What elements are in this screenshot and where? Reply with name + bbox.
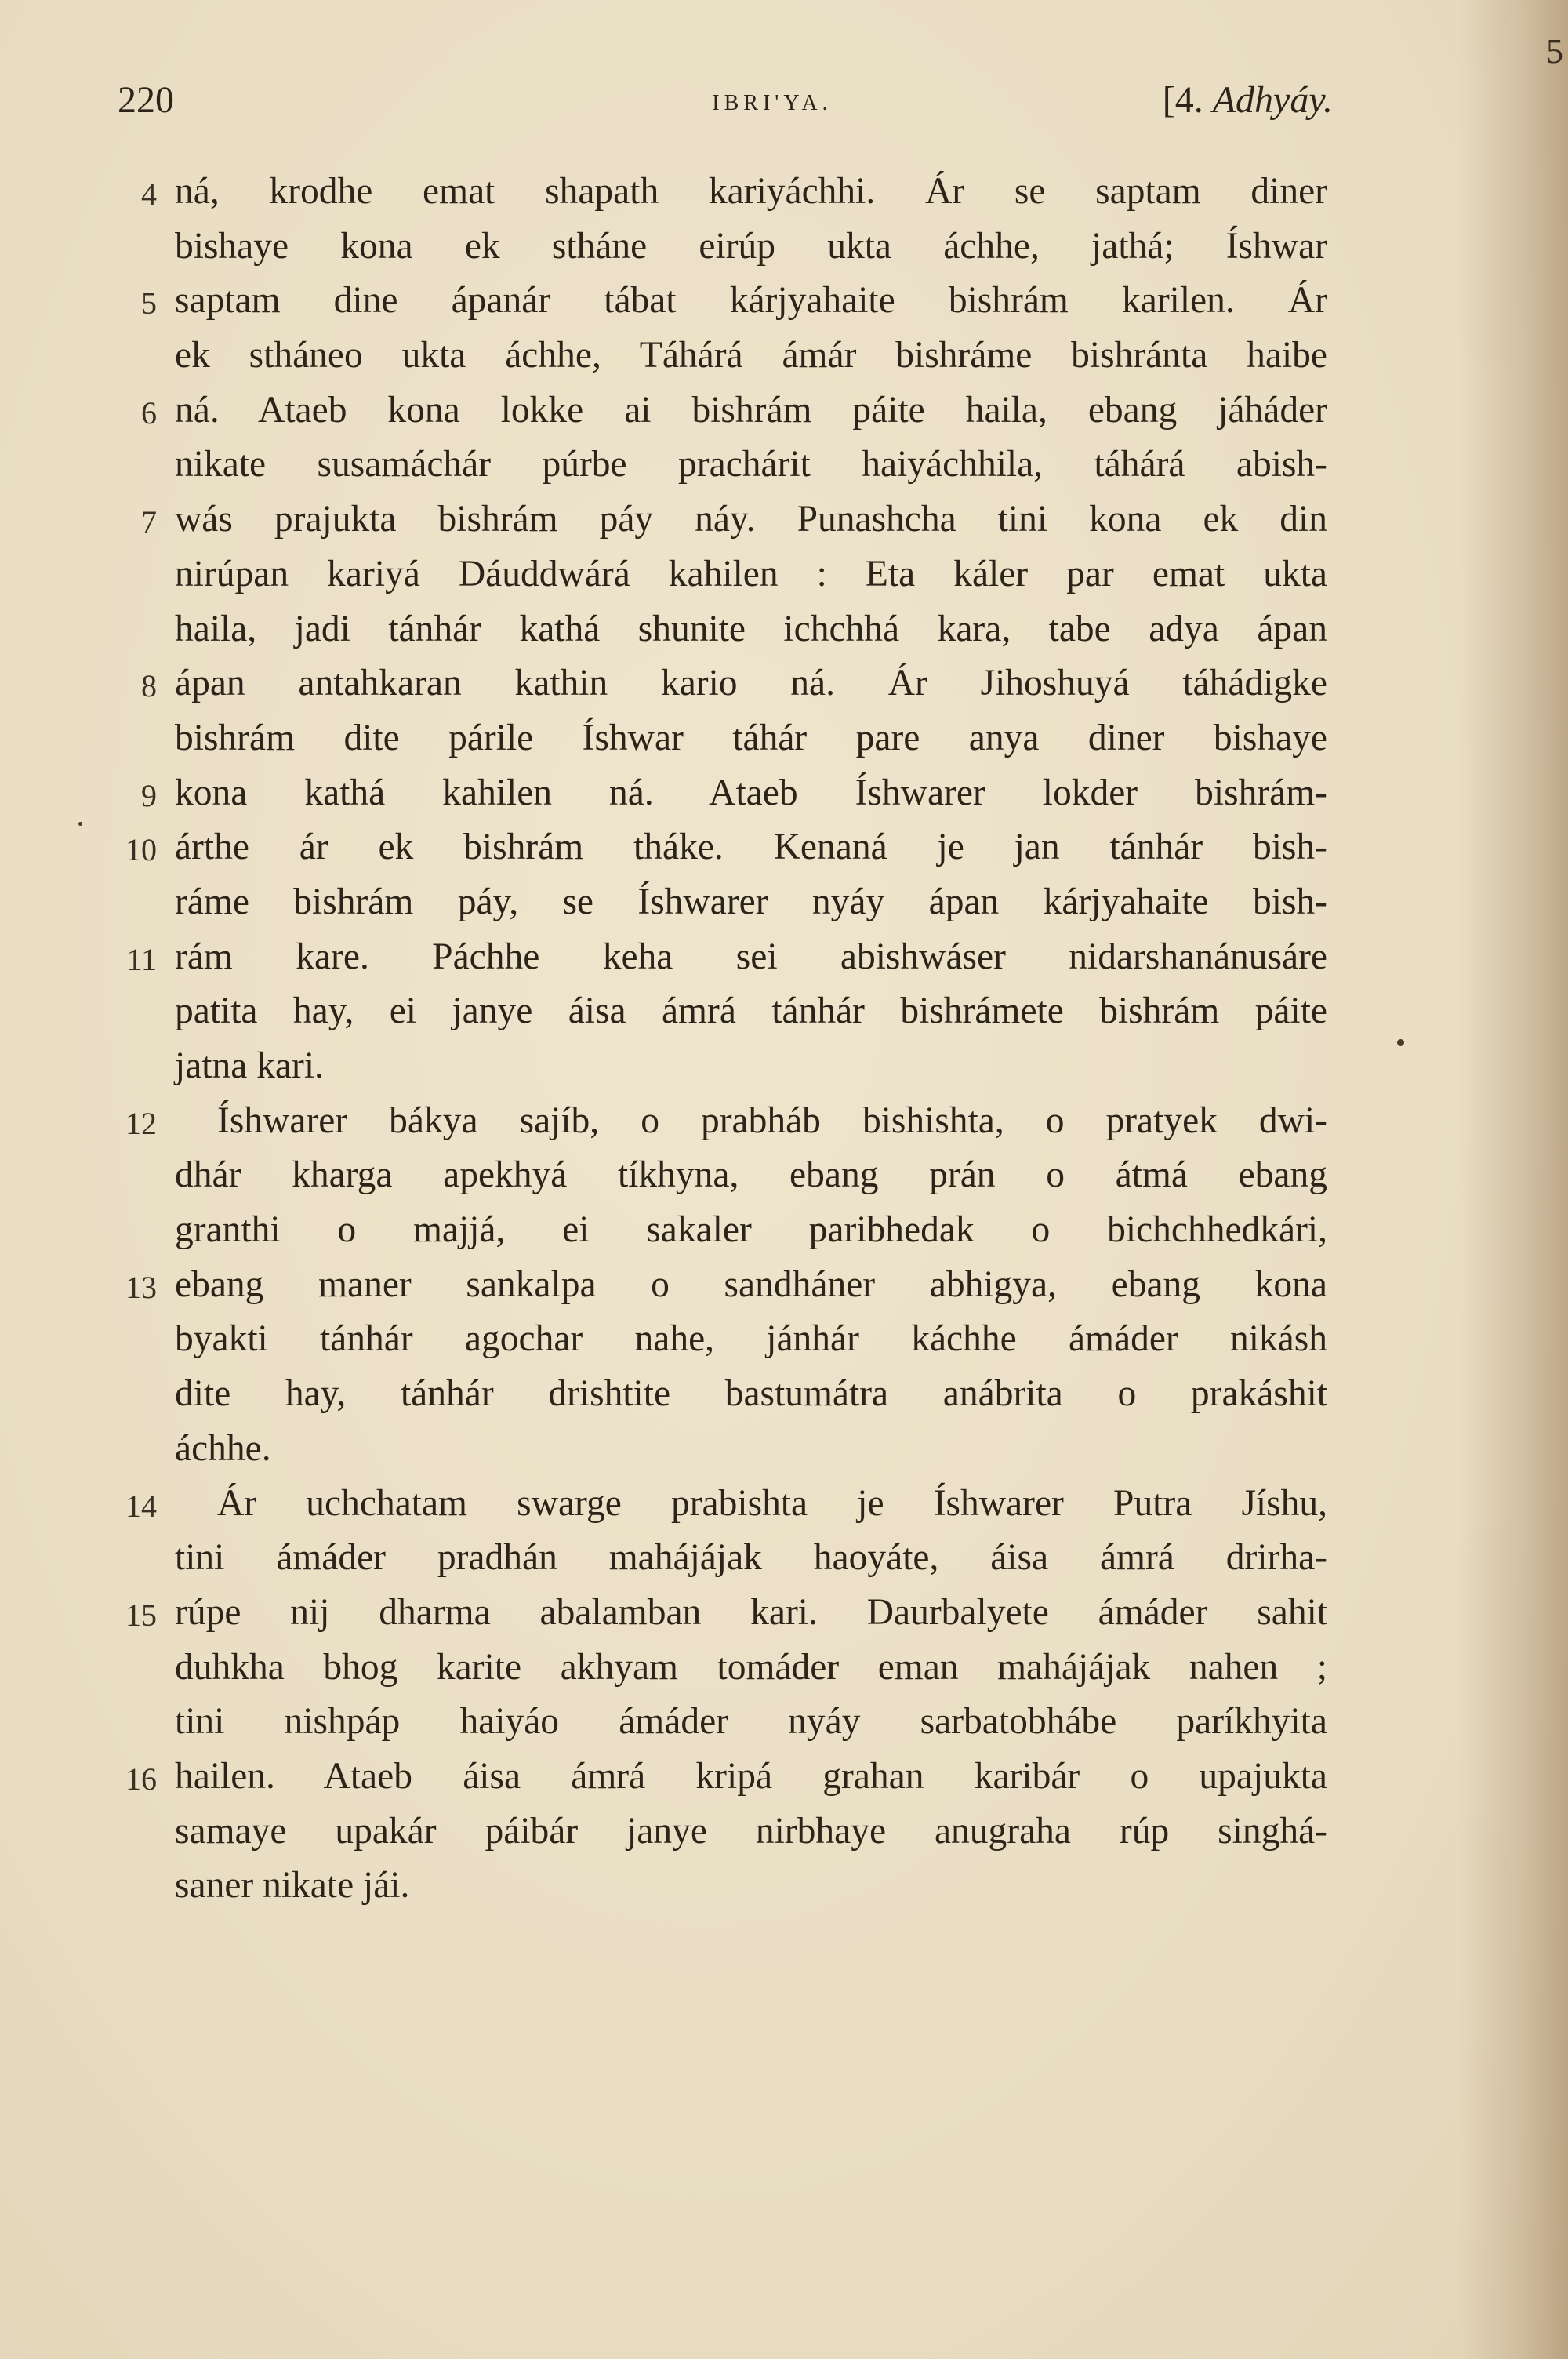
line-text: nikate susamáchár púrbe prachárit haiyáchhila, táhárá abish- [175,444,1327,485]
verse-number: 9 [141,777,157,813]
line-text: granthi o majjá, ei sakaler paribhedak o bichchhedkári, [175,1209,1327,1251]
line-text: samaye upakár páibár janye nirbhaye anugraha rúp singhá- [175,1810,1327,1852]
page-number: 220 [118,79,174,121]
text-line [0,1041,1568,1096]
line-text: dite hay, tánhár drishtite bastumátra anábrita o prakáshit [175,1373,1327,1415]
line-text: ápan antahkaran kathin kario ná. Ár Jihoshuyá táhádigke [175,663,1327,704]
verse-number: 6 [141,394,157,431]
line-text: ek stháneo ukta áchhe, Táhárá ámár bishráme bishránta haibe [175,335,1327,376]
line-text: hailen. Ataeb áisa ámrá kripá grahan karibár o upajukta [175,1755,1327,1797]
ink-speck [78,822,82,826]
text-line [0,1642,1568,1697]
text-line [0,768,1568,823]
text-line [0,1532,1568,1587]
line-text: rúpe nij dharma abalamban kari. Daurbalyete ámáder sahit [175,1591,1327,1633]
line-text: wás prajukta bishrám páy náy. Punashcha tini kona ek din [175,499,1327,540]
line-text: Íshwarer bákya sajíb, o prabháb bishishta, o pratyek dwi- [217,1100,1327,1141]
ink-speck [1397,1039,1404,1046]
text-line [0,932,1568,987]
line-text: byakti tánhár agochar nahe, jánhár káchhe ámáder nikásh [175,1318,1327,1360]
line-text: dhár kharga apekhyá tíkhyna, ebang prán o átmá ebang [175,1154,1327,1196]
text-line [0,1423,1568,1478]
line-text: nirúpan kariyá Dáuddwárá kahilen : Eta káler par emat ukta [175,553,1327,594]
text-line [0,604,1568,659]
text-line [0,1806,1568,1861]
chapter-label: Adhyáy. [1212,79,1333,121]
verse-number: 16 [125,1761,157,1797]
text-line [0,439,1568,494]
line-text: duhkha bhog karite akhyam tomáder eman mahájájak nahen ; [175,1646,1327,1688]
line-text: tini ámáder pradhán mahájájak haoyáte, áisa ámrá drirha- [175,1537,1327,1579]
edge-mark: 5 [1546,32,1563,71]
text-line [0,1587,1568,1642]
text-line [0,549,1568,604]
verse-number: 7 [141,504,157,540]
line-text: kona kathá kahilen ná. Ataeb Íshwarer lokder bishrám- [175,772,1327,813]
text-line [0,1860,1568,1915]
line-text: tini nishpáp haiyáo ámáder nyáy sarbatobhábe paríkhyita [175,1701,1327,1743]
text-line [0,1751,1568,1806]
verse-number: 14 [125,1488,157,1524]
line-text: árthe ár ek bishrám tháke. Kenaná je jan tánhár bish- [175,827,1327,868]
line-text: jatna kari. [175,1045,324,1086]
text-line [0,822,1568,877]
body-text [0,166,1568,1915]
verse-number: 11 [126,941,157,977]
line-text: ráme bishrám páy, se Íshwarer nyáy ápan kárjyahaite bish- [175,881,1327,922]
verse-number: 10 [125,832,157,868]
line-text: ná. Ataeb kona lokke ai bishrám páite haila, ebang jáháder [175,389,1327,431]
text-line [0,1096,1568,1150]
text-line [0,1314,1568,1369]
line-text: patita hay, ei janye áisa ámrá tánhár bishrámete bishrám páite [175,990,1327,1032]
verse-number: 8 [141,668,157,704]
verse-number: 5 [141,285,157,322]
verse-number: 13 [125,1269,157,1305]
verse-number: 4 [141,176,157,212]
text-line [0,986,1568,1041]
text-line [0,1259,1568,1314]
line-text: haila, jadi tánhár kathá shunite ichchhá kara, tabe adya ápan [175,608,1327,649]
text-line [0,330,1568,385]
verse-number: 12 [125,1105,157,1141]
text-line [0,385,1568,440]
line-text: bishaye kona ek stháne eirúp ukta áchhe, jathá; Íshwar [175,225,1327,267]
text-line [0,1478,1568,1533]
line-text: ebang maner sankalpa o sandháner abhigya, ebang kona [175,1263,1327,1305]
text-line [0,166,1568,221]
text-line [0,877,1568,932]
text-line [0,713,1568,768]
line-text: saptam dine ápanár tábat kárjyahaite bishrám karilen. Ár [175,280,1327,322]
running-header [118,78,1333,133]
text-line [0,1696,1568,1751]
line-text: áchhe. [175,1427,271,1469]
text-line [0,275,1568,330]
text-line [0,1205,1568,1259]
text-line [0,1369,1568,1423]
chapter-bracket: [4. [1162,79,1213,121]
line-text: rám kare. Páchhe keha sei abishwáser nidarshanánusáre [175,936,1327,977]
running-title: IBRI'YA. [712,91,833,115]
text-line [0,1150,1568,1205]
chapter-heading [1163,78,1333,122]
text-line [0,221,1568,276]
text-line [0,658,1568,713]
text-line [0,494,1568,549]
line-text: ná, krodhe emat shapath kariyáchhi. Ár se saptam diner [175,171,1327,212]
verse-number: 15 [125,1597,157,1633]
line-text: saner nikate jái. [175,1865,410,1906]
line-text: Ár uchchatam swarge prabishta je Íshwarer Putra Jíshu, [217,1482,1327,1524]
line-text: bishrám dite párile Íshwar táhár pare anya diner bishaye [175,717,1327,758]
